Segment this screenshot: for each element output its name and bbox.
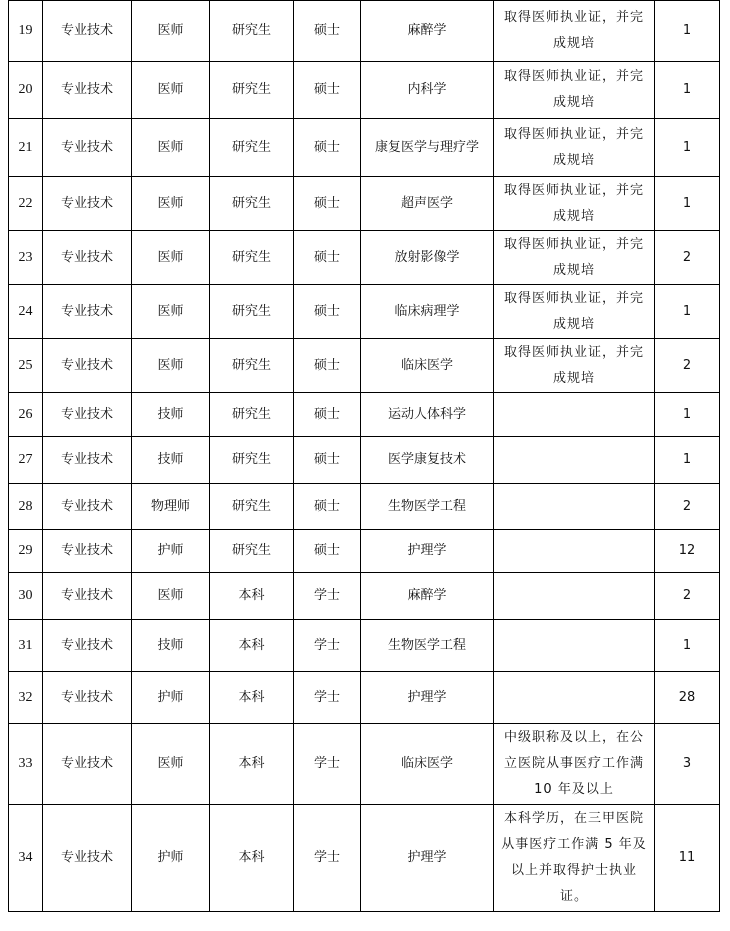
count-cell: 1 — [655, 620, 720, 672]
major-cell: 生物医学工程 — [361, 484, 494, 530]
table-row — [9, 805, 720, 912]
degree-cell: 学士 — [294, 620, 361, 672]
requirement-cell — [494, 484, 655, 530]
major-cell: 护理学 — [361, 530, 494, 573]
position-cell: 医师 — [132, 177, 210, 231]
table-row — [9, 231, 720, 285]
category-cell: 专业技术 — [43, 805, 132, 912]
education-cell: 研究生 — [210, 437, 294, 484]
row-number: 28 — [9, 484, 43, 530]
count-cell: 1 — [655, 177, 720, 231]
count-cell: 2 — [655, 573, 720, 620]
count-cell: 1 — [655, 62, 720, 119]
category-cell: 专业技术 — [43, 177, 132, 231]
degree-cell: 硕士 — [294, 484, 361, 530]
education-cell: 本科 — [210, 573, 294, 620]
requirement-cell: 本科学历，在三甲医院从事医疗工作满 5 年及以上并取得护士执业证。 — [494, 805, 655, 912]
table-row — [9, 530, 720, 573]
category-cell: 专业技术 — [43, 437, 132, 484]
degree-cell: 学士 — [294, 573, 361, 620]
requirement-cell — [494, 573, 655, 620]
degree-cell: 硕士 — [294, 285, 361, 339]
row-number: 29 — [9, 530, 43, 573]
position-cell: 医师 — [132, 285, 210, 339]
education-cell: 研究生 — [210, 339, 294, 393]
row-number: 30 — [9, 573, 43, 620]
major-cell: 麻醉学 — [361, 1, 494, 62]
major-cell: 护理学 — [361, 672, 494, 724]
position-cell: 医师 — [132, 231, 210, 285]
table-row — [9, 672, 720, 724]
major-cell: 医学康复技术 — [361, 437, 494, 484]
degree-cell: 硕士 — [294, 177, 361, 231]
degree-cell: 硕士 — [294, 530, 361, 573]
count-cell: 12 — [655, 530, 720, 573]
row-number: 23 — [9, 231, 43, 285]
requirement-cell — [494, 437, 655, 484]
position-cell: 医师 — [132, 724, 210, 805]
row-number: 20 — [9, 62, 43, 119]
category-cell: 专业技术 — [43, 1, 132, 62]
row-number: 25 — [9, 339, 43, 393]
major-cell: 临床医学 — [361, 724, 494, 805]
education-cell: 研究生 — [210, 177, 294, 231]
education-cell: 研究生 — [210, 285, 294, 339]
major-cell: 临床医学 — [361, 339, 494, 393]
degree-cell: 硕士 — [294, 231, 361, 285]
education-cell: 研究生 — [210, 484, 294, 530]
position-cell: 护师 — [132, 672, 210, 724]
major-cell: 运动人体科学 — [361, 393, 494, 437]
education-cell: 本科 — [210, 620, 294, 672]
degree-cell: 硕士 — [294, 437, 361, 484]
table-row — [9, 437, 720, 484]
row-number: 24 — [9, 285, 43, 339]
table-row — [9, 724, 720, 805]
major-cell: 放射影像学 — [361, 231, 494, 285]
degree-cell: 硕士 — [294, 62, 361, 119]
category-cell: 专业技术 — [43, 393, 132, 437]
category-cell: 专业技术 — [43, 724, 132, 805]
position-cell: 医师 — [132, 573, 210, 620]
education-cell: 研究生 — [210, 231, 294, 285]
requirement-cell: 取得医师执业证，并完成规培 — [494, 1, 655, 62]
table-row — [9, 177, 720, 231]
table-row — [9, 62, 720, 119]
education-cell: 研究生 — [210, 530, 294, 573]
degree-cell: 硕士 — [294, 1, 361, 62]
category-cell: 专业技术 — [43, 339, 132, 393]
requirement-cell — [494, 393, 655, 437]
position-cell: 技师 — [132, 620, 210, 672]
degree-cell: 学士 — [294, 724, 361, 805]
category-cell: 专业技术 — [43, 484, 132, 530]
table-row — [9, 1, 720, 62]
category-cell: 专业技术 — [43, 285, 132, 339]
category-cell: 专业技术 — [43, 119, 132, 177]
requirement-cell — [494, 530, 655, 573]
table-row — [9, 393, 720, 437]
requirement-cell: 中级职称及以上，在公立医院从事医疗工作满 10 年及以上 — [494, 724, 655, 805]
position-cell: 技师 — [132, 393, 210, 437]
table-row — [9, 119, 720, 177]
table-row — [9, 484, 720, 530]
row-number: 26 — [9, 393, 43, 437]
category-cell: 专业技术 — [43, 231, 132, 285]
count-cell: 2 — [655, 484, 720, 530]
major-cell: 康复医学与理疗学 — [361, 119, 494, 177]
requirement-cell — [494, 672, 655, 724]
table-body — [9, 1, 720, 912]
row-number: 32 — [9, 672, 43, 724]
category-cell: 专业技术 — [43, 62, 132, 119]
requirement-cell: 取得医师执业证，并完成规培 — [494, 119, 655, 177]
degree-cell: 学士 — [294, 672, 361, 724]
category-cell: 专业技术 — [43, 620, 132, 672]
row-number: 33 — [9, 724, 43, 805]
major-cell: 超声医学 — [361, 177, 494, 231]
degree-cell: 硕士 — [294, 339, 361, 393]
category-cell: 专业技术 — [43, 672, 132, 724]
table-row — [9, 285, 720, 339]
table-row — [9, 573, 720, 620]
table-row — [9, 620, 720, 672]
count-cell: 2 — [655, 339, 720, 393]
row-number: 27 — [9, 437, 43, 484]
count-cell: 2 — [655, 231, 720, 285]
count-cell: 28 — [655, 672, 720, 724]
major-cell: 生物医学工程 — [361, 620, 494, 672]
requirement-cell: 取得医师执业证，并完成规培 — [494, 231, 655, 285]
count-cell: 1 — [655, 393, 720, 437]
education-cell: 研究生 — [210, 119, 294, 177]
position-cell: 医师 — [132, 62, 210, 119]
count-cell: 1 — [655, 437, 720, 484]
position-cell: 医师 — [132, 1, 210, 62]
category-cell: 专业技术 — [43, 573, 132, 620]
education-cell: 研究生 — [210, 1, 294, 62]
table-row — [9, 339, 720, 393]
row-number: 31 — [9, 620, 43, 672]
education-cell: 研究生 — [210, 62, 294, 119]
count-cell: 3 — [655, 724, 720, 805]
position-cell: 物理师 — [132, 484, 210, 530]
category-cell: 专业技术 — [43, 530, 132, 573]
requirement-cell: 取得医师执业证，并完成规培 — [494, 62, 655, 119]
education-cell: 研究生 — [210, 393, 294, 437]
position-cell: 医师 — [132, 119, 210, 177]
position-cell: 护师 — [132, 530, 210, 573]
count-cell: 1 — [655, 119, 720, 177]
degree-cell: 硕士 — [294, 393, 361, 437]
degree-cell: 硕士 — [294, 119, 361, 177]
row-number: 19 — [9, 1, 43, 62]
position-cell: 技师 — [132, 437, 210, 484]
major-cell: 内科学 — [361, 62, 494, 119]
degree-cell: 学士 — [294, 805, 361, 912]
education-cell: 本科 — [210, 672, 294, 724]
education-cell: 本科 — [210, 805, 294, 912]
recruitment-table — [8, 0, 720, 912]
major-cell: 护理学 — [361, 805, 494, 912]
requirement-cell — [494, 620, 655, 672]
requirement-cell: 取得医师执业证，并完成规培 — [494, 177, 655, 231]
row-number: 21 — [9, 119, 43, 177]
position-cell: 医师 — [132, 339, 210, 393]
row-number: 34 — [9, 805, 43, 912]
major-cell: 临床病理学 — [361, 285, 494, 339]
count-cell: 11 — [655, 805, 720, 912]
count-cell: 1 — [655, 1, 720, 62]
count-cell: 1 — [655, 285, 720, 339]
position-cell: 护师 — [132, 805, 210, 912]
major-cell: 麻醉学 — [361, 573, 494, 620]
education-cell: 本科 — [210, 724, 294, 805]
requirement-cell: 取得医师执业证，并完成规培 — [494, 339, 655, 393]
requirement-cell: 取得医师执业证，并完成规培 — [494, 285, 655, 339]
row-number: 22 — [9, 177, 43, 231]
